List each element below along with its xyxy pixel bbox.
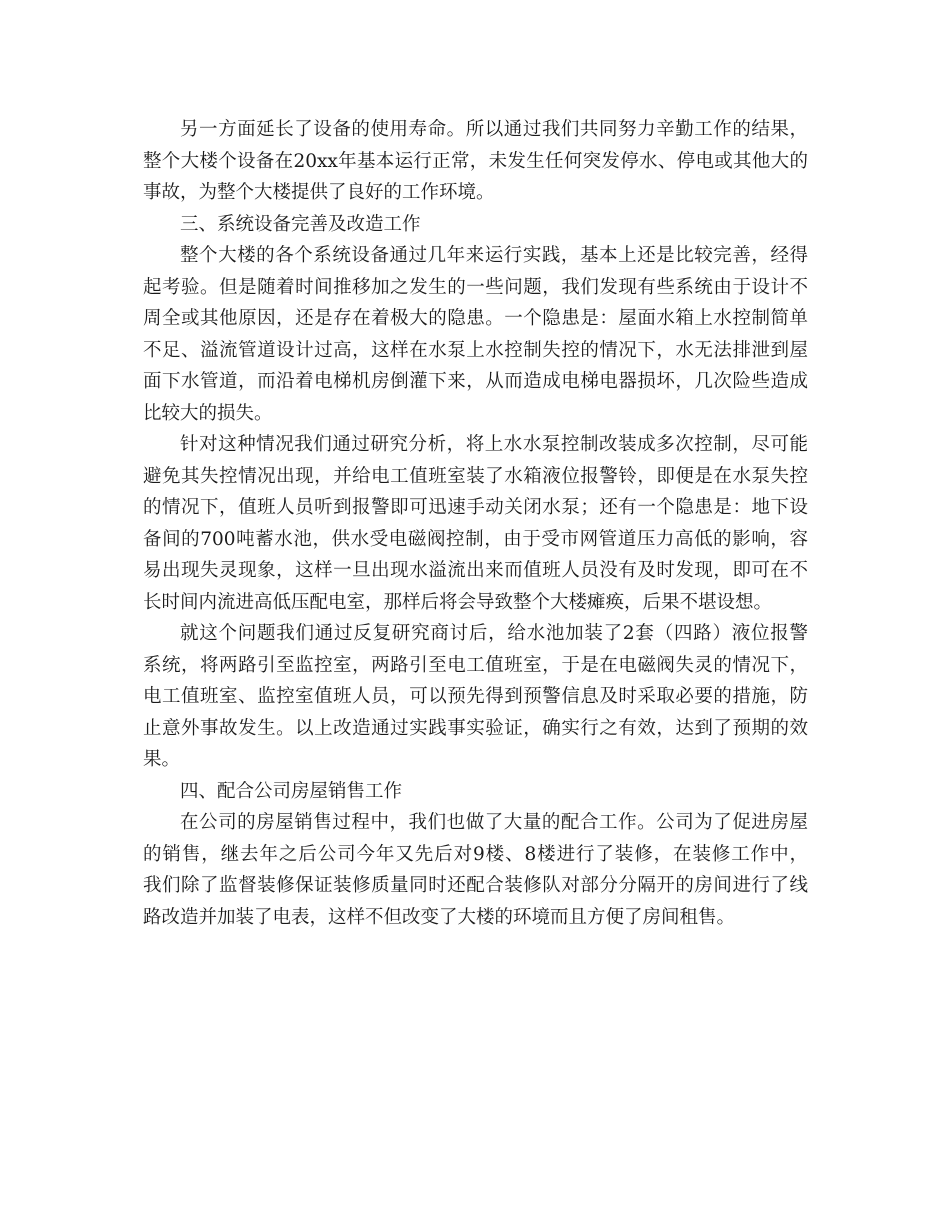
- text-line: 在公司的房屋销售过程中，我们也做了大量的配合工作。公司为了促进房屋: [180, 812, 808, 833]
- text-line: 路改造并加装了电表，这样不但改变了大楼的环境而且方便了房间租售。: [143, 906, 736, 928]
- document-body: [143, 114, 808, 933]
- text-line: 的情况下，值班人员听到报警即可迅速手动关闭水泵；还有一个隐患是：地下设: [143, 497, 808, 518]
- text-line: 长时间内流进高低压配电室，那样后将会导致整个大楼瘫痪，后果不堪设想。: [143, 591, 773, 613]
- text-line: 我们除了监督装修保证装修质量同时还配合装修队对部分分隔开的房间进行了线: [143, 875, 808, 896]
- text-line: 针对这种情况我们通过研究分析，将上水水泵控制改装成多次控制，尽可能: [180, 434, 808, 455]
- text-line: 止意外事故发生。以上改造通过实践事实验证，确实行之有效，达到了预期的效: [143, 717, 808, 739]
- text-line: 面下水管道，而沿着电梯机房倒灌下来，从而造成电梯电器损坏，几次险些造成: [143, 371, 808, 392]
- text-line: 电工值班室、监控室值班人员，可以预先得到预警信息及时采取必要的措施，防: [143, 686, 808, 707]
- text-line: 周全或其他原因，还是存在着极大的隐患。一个隐患是：屋面水箱上水控制简单: [143, 308, 808, 329]
- text-line: 整个大楼的各个系统设备通过几年来运行实践，基本上还是比较完善，经得: [180, 245, 808, 266]
- text-line: 避免其失控情况出现，并给电工值班室装了水箱液位报警铃，即便是在水泵失控: [143, 465, 808, 487]
- text-line: 易出现失灵现象，这样一旦出现水溢流出来而值班人员没有及时发现，即可在不: [143, 560, 808, 581]
- text-line: 事故，为整个大楼提供了良好的工作环境。: [143, 182, 495, 203]
- text-line: 起考验。但是随着时间推移加之发生的一些问题，我们发现有些系统由于设计不: [143, 276, 808, 298]
- text-line: 果。: [143, 749, 181, 770]
- text-line: 另一方面延长了设备的使用寿命。所以通过我们共同努力辛勤工作的结果，: [180, 119, 808, 140]
- text-line: 比较大的损失。: [143, 402, 273, 424]
- text-line: 就这个问题我们通过反复研究商讨后，给水池加装了2套（四路）液位报警: [180, 623, 808, 644]
- text-line: 整个大楼个设备在20xx年基本运行正常，未发生任何突发停水、停电或其他大的: [143, 150, 808, 172]
- text-line: 不足、溢流管道设计过高，这样在水泵上水控制失控的情况下，水无法排泄到屋: [143, 339, 808, 361]
- text-line: 三、系统设备完善及改造工作: [180, 213, 421, 235]
- text-line: 备间的700吨蓄水池，供水受电磁阀控制，由于受市网管道压力高低的影响，容: [143, 528, 808, 550]
- text-line: 系统，将两路引至监控室，两路引至电工值班室，于是在电磁阀失灵的情况下，: [143, 654, 808, 676]
- text-line: 四、配合公司房屋销售工作: [180, 780, 403, 802]
- text-line: 的销售，继去年之后公司今年又先后对9楼、8楼进行了装修，在装修工作中，: [143, 843, 808, 865]
